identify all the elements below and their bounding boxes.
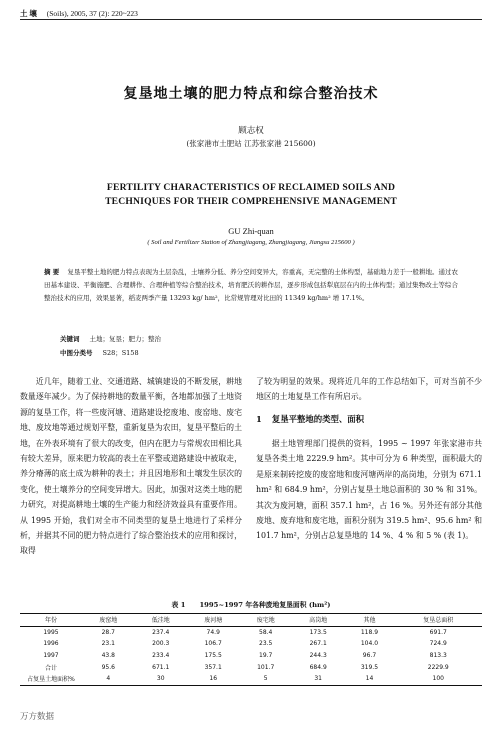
author-chinese: 顾志权: [238, 126, 264, 136]
running-header: [20, 8, 138, 19]
table-header-cell: 其他: [344, 614, 394, 627]
table-header-cell: 废河塘: [187, 614, 239, 627]
section-heading: [256, 413, 364, 425]
keywords-label: 关键词: [60, 335, 80, 343]
table-cell: 691.7: [429, 628, 447, 636]
table-row: [20, 673, 482, 685]
table-cell: 237.4: [152, 628, 170, 636]
table-cell: 4: [82, 673, 134, 685]
table-cell: 1996: [43, 640, 59, 648]
table-cell: 173.5: [309, 628, 327, 636]
table-cell: 14: [344, 673, 394, 685]
table-header-cell: 废宅地: [239, 614, 291, 627]
table-cell: 96.7: [362, 652, 377, 660]
table-row: [20, 650, 482, 662]
keywords-text: 土地；复垦；肥力；整治: [89, 335, 161, 343]
keywords: [60, 334, 161, 343]
table-cell: 23.5: [259, 640, 273, 648]
table-cell: 101.7: [257, 663, 275, 671]
table-cell: 58.4: [259, 628, 273, 636]
abstract-label: 摘 要: [44, 268, 60, 276]
abstract: [44, 266, 458, 306]
table-cell: 23.1: [101, 640, 115, 648]
table-row: [20, 661, 482, 673]
watermark: 万方数据: [20, 712, 55, 722]
table-caption-text: 1995~1997 年各种废地复垦面积 (hm²): [199, 601, 331, 609]
table-cell: 2229.9: [427, 663, 449, 671]
table-cell: 357.1: [204, 663, 222, 671]
title-chinese: 复垦地土壤的肥力特点和综合整治技术: [123, 86, 379, 102]
table-cell: 1997: [43, 652, 59, 660]
table-caption: [0, 599, 502, 609]
table-cell: 724.9: [429, 640, 447, 648]
table-cell: 106.7: [204, 640, 222, 648]
table-header-cell: 废窑地: [82, 614, 134, 627]
table-cell: 合计: [44, 664, 57, 672]
header-rule: [20, 19, 482, 20]
table-cell: 244.3: [309, 652, 327, 660]
table-cell: 74.9: [206, 628, 220, 636]
table-cell: 175.5: [204, 652, 222, 660]
table-cell: 16: [187, 673, 239, 685]
table-header-row: [20, 614, 482, 627]
title-english-line-1: FERTILITY CHARACTERISTICS OF RECLAIMED SOILS AND: [106, 182, 396, 193]
table-cell: 267.1: [309, 640, 327, 648]
table-cell: 671.1: [152, 663, 170, 671]
journal-citation: (Soils), 2005, 37 (2): 220~223: [46, 9, 138, 18]
table-cell: 1995: [43, 628, 59, 636]
classification-text: S28；S158: [102, 349, 139, 357]
table-header-cell: 年份: [20, 614, 82, 627]
affiliation-english: ( Soil and Fertilizer Station of Zhangjiagang, Zhangjiagang, Jiangsu 215600 ): [147, 239, 355, 246]
table-row: [20, 638, 482, 650]
table-cell: 30: [134, 673, 186, 685]
body-left-column: 近几年，随着工业、交通道路、城镇建设的不断发展，耕地数量逐年减少。为了保持耕地的数量平衡，各地都加强了土地资源的复垦工作，将一些废河塘、道路建设挖废地、废窑地、废宅地、废坟地等通过规划平整，重新复垦为农田，复垦平整后的土地，在外表环境有了很大的改变，但内在肥力与常规农田相比具有较大差异，原来肥力较高的表土在平整或道路建设中被取走，养分瘠薄的底土成为耕种的表土；并且因地形和土壤发生层次的变化，使土壤养分的空间变异增大。因此，加强对这类土地的肥力研究，对提高耕地土壤的生产能力和经济效益具有重要作用。从 1995 开始，我们对全市不同类型的复垦土地进行了采样分析，并据其不同的肥力特点进行了综合整治技术的应用和探讨，取得: [20, 377, 242, 556]
table-cell: 5: [239, 673, 291, 685]
table-cell: 233.4: [152, 652, 170, 660]
title-english: [40, 181, 462, 209]
table-cell: 43.8: [101, 652, 115, 660]
table-cell: 200.3: [152, 640, 170, 648]
classification-label: 中图分类号: [60, 349, 93, 357]
title-english-line-2: TECHNIQUES FOR THEIR COMPREHENSIVE MANAGEMENT: [105, 196, 397, 207]
table-cell: 占复垦土地面积%: [20, 673, 82, 685]
abstract-text: 复垦平整土地的肥力特点表现为土层杂乱，土壤养分低、养分空间变异大，容重高，无完整的土体构型，基础地力差于一般耕地。通过农田基本建设、平衡施肥、合理耕作、合理种植等综合整治技术，培育肥沃的耕作层，逐步形成包括犁底层在内的土体构型；通过集物改土等综合整治技术的应用，效果显著，稻麦两季产量 13293 kg/ hm²，比常规管理对比田的 11349 kg/hm² 增 17.1%。: [44, 268, 459, 303]
table-cell: 319.5: [360, 663, 379, 671]
table-header-cell: 复垦总面积: [395, 614, 483, 627]
journal-name: 土 壤: [20, 9, 37, 18]
table-cell: 118.9: [360, 628, 379, 636]
table-cell: 684.9: [309, 663, 327, 671]
table-number: 表 1: [171, 601, 186, 609]
table-cell: 28.7: [101, 628, 115, 636]
section-number: 1: [256, 414, 262, 424]
table-cell: 95.6: [101, 663, 115, 671]
table-cell: 19.7: [259, 652, 273, 660]
author-english: GU Zhi-quan: [228, 226, 274, 236]
classification-number: [60, 348, 139, 357]
body-right-paragraph-2: 据土地管理部门提供的资料，1995 ~ 1997 年张家港市共复垦各类土地 2229.9 hm²。其中可分为 6 种类型，面积最大的是原来制砖挖废的废窑地和废河塘两岸的高岗地，分别为 671.1 hm² 和 684.9 hm²，分别占复垦土地总面积的 30 % 和 31%。其次为废河塘，面积 357.1 hm²，占 16 %。另外还有部分其他废地、废弃地和废宅地，面积分别为 319.5 hm²、95.6 hm² 和 101.7 hm²，分别占总复垦地的 14 %、4 % 和 5 % (表 1)。: [256, 439, 482, 541]
section-title: 复垦平整地的类型、面积: [271, 414, 364, 424]
table-cell: 100: [395, 673, 483, 685]
affiliation-chinese: (张家港市土肥站 江苏张家港 215600): [186, 139, 316, 148]
table-header-cell: 低洼地: [134, 614, 186, 627]
table-cell: 813.3: [429, 652, 447, 660]
table-header-cell: 高岗地: [292, 614, 344, 627]
body-right-paragraph-1: 了较为明显的效果。现将近几年的工作总结如下，可对当前不少地区的土地复垦工作有所启示。: [256, 377, 482, 402]
reclamation-area-table: [20, 613, 482, 686]
table-cell: 104.0: [360, 640, 379, 648]
table-cell: 31: [292, 673, 344, 685]
table-row: [20, 626, 482, 638]
